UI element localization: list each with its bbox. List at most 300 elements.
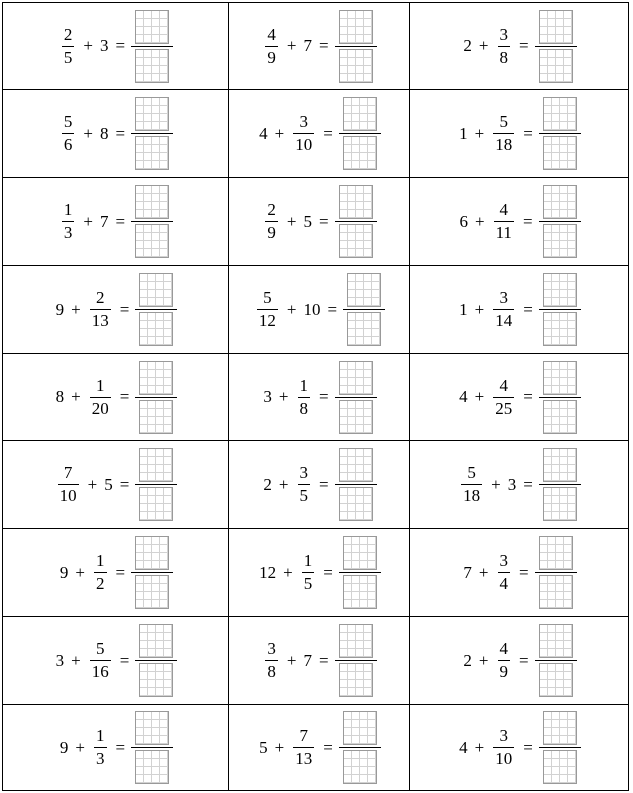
answer-denominator-grid[interactable] xyxy=(135,575,169,609)
equals-sign: = xyxy=(519,36,529,55)
fraction-bar xyxy=(265,660,278,661)
plus-sign: + xyxy=(478,562,489,582)
answer-numerator-grid[interactable] xyxy=(543,97,577,131)
equals-sign: = xyxy=(523,474,533,494)
answer-numerator-grid[interactable] xyxy=(135,185,169,219)
plus-sign: + xyxy=(478,36,489,55)
equals-sign: = xyxy=(519,562,529,582)
fraction xyxy=(293,726,314,769)
plus-sign: + xyxy=(83,36,93,55)
fraction-bar xyxy=(293,133,314,134)
problem-cell xyxy=(3,266,229,354)
denominator: 18 xyxy=(495,135,513,154)
answer-fraction-box xyxy=(131,97,173,170)
fraction-bar xyxy=(94,572,107,573)
answer-fraction-bar xyxy=(131,133,173,134)
answer-numerator-grid[interactable] xyxy=(339,361,373,395)
whole-number: 3 xyxy=(263,387,272,406)
answer-numerator-grid[interactable] xyxy=(539,10,573,44)
denominator: 16 xyxy=(91,662,109,681)
problem-cell xyxy=(229,178,410,266)
problem-expression xyxy=(229,354,409,440)
fraction xyxy=(62,112,75,155)
answer-denominator-grid[interactable] xyxy=(339,663,373,697)
fraction xyxy=(257,288,278,331)
numerator: 2 xyxy=(96,288,105,307)
worksheet-table xyxy=(2,2,629,791)
fraction-bar xyxy=(493,309,514,310)
denominator: 13 xyxy=(295,749,313,768)
fraction-bar xyxy=(493,747,514,748)
plus-sign: + xyxy=(87,474,98,494)
answer-fraction-bar xyxy=(535,572,577,573)
answer-fraction-bar xyxy=(343,309,385,310)
answer-denominator-grid[interactable] xyxy=(139,312,173,346)
answer-denominator-grid[interactable] xyxy=(139,487,173,521)
answer-fraction-box xyxy=(339,711,381,784)
denominator: 4 xyxy=(499,574,508,593)
answer-fraction-bar xyxy=(135,484,177,485)
plus-sign: + xyxy=(278,387,289,406)
fraction xyxy=(94,551,107,594)
fraction xyxy=(293,112,314,155)
answer-numerator-grid[interactable] xyxy=(135,536,169,570)
answer-fraction-box xyxy=(339,536,381,609)
plus-sign: + xyxy=(283,562,293,582)
fraction xyxy=(498,25,511,68)
answer-denominator-grid[interactable] xyxy=(543,312,577,346)
answer-denominator-grid[interactable] xyxy=(347,312,381,346)
fraction xyxy=(90,376,111,419)
answer-numerator-grid[interactable] xyxy=(543,711,577,745)
answer-denominator-grid[interactable] xyxy=(339,487,373,521)
answer-fraction-box xyxy=(135,624,177,697)
denominator: 9 xyxy=(267,223,276,242)
answer-numerator-grid[interactable] xyxy=(543,273,577,307)
whole-number: 5 xyxy=(259,737,268,757)
answer-denominator-grid[interactable] xyxy=(339,49,373,83)
problem-cell xyxy=(410,441,628,529)
fraction xyxy=(461,463,482,506)
whole-number: 5 xyxy=(303,211,312,231)
problem-expression xyxy=(3,354,228,440)
answer-denominator-grid[interactable] xyxy=(135,224,169,258)
answer-fraction-box xyxy=(335,624,377,697)
plus-sign: + xyxy=(478,650,489,670)
fraction-bar xyxy=(302,572,315,573)
plus-sign: + xyxy=(286,650,297,670)
equals-sign: = xyxy=(522,211,533,231)
answer-fraction-bar xyxy=(131,221,173,222)
answer-fraction-bar xyxy=(539,221,581,222)
answer-fraction-box xyxy=(539,711,581,784)
fraction xyxy=(493,376,514,419)
problem-cell xyxy=(229,90,410,178)
problem-cell xyxy=(410,617,628,705)
answer-numerator-grid[interactable] xyxy=(339,10,373,44)
answer-fraction-bar xyxy=(539,747,581,748)
equals-sign: = xyxy=(115,211,126,231)
problem-cell xyxy=(3,617,229,705)
answer-fraction-bar xyxy=(339,747,381,748)
fraction-bar xyxy=(461,484,482,485)
answer-fraction-box xyxy=(135,361,177,434)
answer-numerator-grid[interactable] xyxy=(339,448,373,482)
answer-denominator-grid[interactable] xyxy=(543,400,577,434)
numerator: 2 xyxy=(63,24,73,44)
fraction-bar xyxy=(90,660,111,661)
problem-cell xyxy=(229,441,410,529)
numerator: 3 xyxy=(267,639,276,658)
denominator: 13 xyxy=(91,311,109,330)
plus-sign: + xyxy=(83,123,93,143)
plus-sign: + xyxy=(75,737,85,757)
answer-fraction-box xyxy=(535,536,577,609)
answer-numerator-grid[interactable] xyxy=(543,185,577,219)
fraction-bar xyxy=(498,660,511,661)
denominator: 10 xyxy=(295,135,313,154)
answer-fraction-box xyxy=(339,97,381,170)
fraction-bar xyxy=(265,46,278,47)
whole-number: 2 xyxy=(263,474,272,494)
answer-denominator-grid[interactable] xyxy=(139,663,173,697)
answer-fraction-box xyxy=(135,273,177,346)
answer-fraction-box xyxy=(131,536,173,609)
whole-number: 6 xyxy=(459,211,468,231)
answer-fraction-box xyxy=(539,273,581,346)
equals-sign: = xyxy=(119,650,130,670)
numerator: 4 xyxy=(499,375,508,395)
answer-denominator-grid[interactable] xyxy=(339,224,373,258)
problem-cell xyxy=(3,3,229,90)
denominator: 8 xyxy=(267,662,276,681)
fraction xyxy=(58,463,79,506)
plus-sign: + xyxy=(75,562,85,582)
problem-expression xyxy=(410,90,628,177)
problem-expression xyxy=(3,705,228,790)
whole-number: 7 xyxy=(463,562,472,582)
plus-sign: + xyxy=(474,299,485,319)
fraction-bar xyxy=(62,133,75,134)
problem-expression xyxy=(410,178,628,265)
denominator: 20 xyxy=(91,398,109,418)
plus-sign: + xyxy=(491,474,501,494)
equals-sign: = xyxy=(523,299,533,319)
fraction-bar xyxy=(94,747,107,748)
whole-number: 1 xyxy=(459,123,468,143)
fraction xyxy=(493,288,514,331)
answer-numerator-grid[interactable] xyxy=(343,536,377,570)
problem-expression xyxy=(229,178,409,265)
plus-sign: + xyxy=(71,299,81,319)
answer-fraction-box xyxy=(131,10,173,83)
answer-fraction-bar xyxy=(335,397,377,398)
denominator: 6 xyxy=(63,135,73,154)
equals-sign: = xyxy=(115,36,126,55)
equals-sign: = xyxy=(119,299,130,319)
answer-numerator-grid[interactable] xyxy=(539,624,573,658)
problem-expression xyxy=(3,441,228,528)
problem-expression xyxy=(229,266,409,353)
answer-fraction-box xyxy=(535,624,577,697)
answer-numerator-grid[interactable] xyxy=(135,97,169,131)
problem-expression xyxy=(410,529,628,616)
fraction-bar xyxy=(265,221,278,222)
numerator: 1 xyxy=(96,375,105,395)
answer-denominator-grid[interactable] xyxy=(539,575,573,609)
denominator: 5 xyxy=(303,574,313,593)
answer-fraction-bar xyxy=(135,660,177,661)
answer-fraction-box xyxy=(539,185,581,258)
answer-numerator-grid[interactable] xyxy=(339,624,373,658)
answer-denominator-grid[interactable] xyxy=(543,750,577,784)
numerator: 3 xyxy=(299,112,308,131)
problem-cell xyxy=(229,354,410,441)
problem-expression xyxy=(410,3,628,89)
problem-expression xyxy=(3,3,228,89)
numerator: 4 xyxy=(267,24,276,44)
answer-numerator-grid[interactable] xyxy=(339,185,373,219)
answer-numerator-grid[interactable] xyxy=(543,361,577,395)
equals-sign: = xyxy=(519,650,529,670)
plus-sign: + xyxy=(474,123,485,143)
answer-fraction-bar xyxy=(339,133,381,134)
problem-cell xyxy=(410,705,628,790)
denominator: 3 xyxy=(96,749,105,768)
answer-numerator-grid[interactable] xyxy=(135,711,169,745)
answer-fraction-bar xyxy=(539,397,581,398)
problem-expression xyxy=(229,3,409,89)
equals-sign: = xyxy=(115,123,126,143)
problem-cell xyxy=(3,90,229,178)
fraction xyxy=(494,200,514,243)
numerator: 3 xyxy=(499,24,508,44)
answer-denominator-grid[interactable] xyxy=(135,136,169,170)
denominator: 9 xyxy=(267,47,276,67)
plus-sign: + xyxy=(71,650,81,670)
answer-denominator-grid[interactable] xyxy=(539,663,573,697)
fraction-bar xyxy=(62,46,75,47)
fraction-bar xyxy=(298,484,311,485)
numerator: 1 xyxy=(96,726,105,745)
answer-fraction-box xyxy=(131,185,173,258)
problem-expression xyxy=(3,266,228,353)
numerator: 5 xyxy=(96,639,105,658)
answer-fraction-bar xyxy=(135,309,177,310)
fraction xyxy=(62,200,75,243)
fraction xyxy=(498,639,511,682)
fraction-bar xyxy=(90,397,111,398)
answer-fraction-bar xyxy=(539,133,581,134)
equals-sign: = xyxy=(323,737,333,757)
answer-denominator-grid[interactable] xyxy=(343,136,377,170)
denominator: 8 xyxy=(499,47,508,67)
answer-fraction-bar xyxy=(131,747,173,748)
problem-expression xyxy=(3,90,228,177)
numerator: 1 xyxy=(96,551,105,570)
numerator: 5 xyxy=(63,112,73,131)
equals-sign: = xyxy=(115,737,126,757)
answer-denominator-grid[interactable] xyxy=(339,400,373,434)
plus-sign: + xyxy=(286,36,297,55)
numerator: 2 xyxy=(267,200,276,219)
numerator: 3 xyxy=(299,463,308,482)
problem-expression xyxy=(410,705,628,790)
equals-sign: = xyxy=(319,36,329,55)
fraction-bar xyxy=(493,133,514,134)
numerator: 5 xyxy=(499,112,508,131)
denominator: 10 xyxy=(59,486,77,505)
answer-numerator-grid[interactable] xyxy=(343,97,377,131)
fraction xyxy=(302,551,315,594)
equals-sign: = xyxy=(319,211,329,231)
answer-denominator-grid[interactable] xyxy=(543,224,577,258)
answer-fraction-bar xyxy=(335,221,377,222)
numerator: 1 xyxy=(299,375,308,395)
equals-sign: = xyxy=(523,387,533,406)
answer-fraction-box xyxy=(535,10,577,83)
problem-expression xyxy=(3,617,228,704)
answer-fraction-bar xyxy=(539,484,581,485)
answer-denominator-grid[interactable] xyxy=(543,136,577,170)
fraction-bar xyxy=(293,747,314,748)
answer-numerator-grid[interactable] xyxy=(543,448,577,482)
answer-numerator-grid[interactable] xyxy=(135,10,169,44)
plus-sign: + xyxy=(286,299,297,319)
answer-denominator-grid[interactable] xyxy=(539,49,573,83)
problem-expression xyxy=(410,354,628,440)
answer-numerator-grid[interactable] xyxy=(139,448,173,482)
fraction xyxy=(265,639,278,682)
answer-denominator-grid[interactable] xyxy=(543,487,577,521)
problem-expression xyxy=(3,178,228,265)
whole-number: 2 xyxy=(463,36,472,55)
fraction-bar xyxy=(493,397,514,398)
numerator: 5 xyxy=(467,463,476,482)
fraction-bar xyxy=(257,309,278,310)
denominator: 2 xyxy=(96,574,105,593)
whole-number: 4 xyxy=(459,737,468,757)
problem-cell xyxy=(410,178,628,266)
equals-sign: = xyxy=(115,562,126,582)
answer-numerator-grid[interactable] xyxy=(347,273,381,307)
answer-fraction-bar xyxy=(135,397,177,398)
problem-cell xyxy=(410,354,628,441)
problem-cell xyxy=(229,3,410,90)
whole-number: 4 xyxy=(459,387,468,406)
denominator: 10 xyxy=(495,749,513,768)
problem-cell xyxy=(229,529,410,617)
answer-fraction-box xyxy=(335,448,377,521)
numerator: 5 xyxy=(263,288,272,307)
problem-expression xyxy=(229,529,409,616)
numerator: 4 xyxy=(499,200,508,219)
answer-fraction-bar xyxy=(539,309,581,310)
problem-cell xyxy=(3,529,229,617)
answer-fraction-box xyxy=(343,273,385,346)
numerator: 7 xyxy=(299,726,308,745)
problem-cell xyxy=(3,178,229,266)
answer-fraction-box xyxy=(135,448,177,521)
fraction xyxy=(90,288,111,331)
equals-sign: = xyxy=(327,299,338,319)
fraction xyxy=(265,25,278,68)
answer-denominator-grid[interactable] xyxy=(135,750,169,784)
problem-cell xyxy=(410,3,628,90)
problem-expression xyxy=(410,266,628,353)
fraction xyxy=(298,376,311,419)
fraction xyxy=(94,726,107,769)
problem-cell xyxy=(3,705,229,790)
answer-numerator-grid[interactable] xyxy=(539,536,573,570)
problem-cell xyxy=(229,617,410,705)
problem-cell xyxy=(3,354,229,441)
problem-cell xyxy=(410,529,628,617)
answer-denominator-grid[interactable] xyxy=(135,49,169,83)
plus-sign: + xyxy=(278,474,289,494)
plus-sign: + xyxy=(274,737,285,757)
answer-fraction-box xyxy=(539,97,581,170)
problem-expression xyxy=(229,617,409,704)
equals-sign: = xyxy=(319,650,329,670)
denominator: 12 xyxy=(258,311,276,330)
whole-number: 9 xyxy=(59,562,69,582)
fraction xyxy=(493,112,514,155)
numerator: 3 xyxy=(499,551,508,570)
answer-denominator-grid[interactable] xyxy=(139,400,173,434)
fraction-bar xyxy=(498,46,511,47)
numerator: 1 xyxy=(63,200,73,219)
numerator: 1 xyxy=(303,551,313,570)
fraction-bar xyxy=(298,397,311,398)
equals-sign: = xyxy=(319,474,329,494)
problem-expression xyxy=(3,529,228,616)
answer-numerator-grid[interactable] xyxy=(139,624,173,658)
equals-sign: = xyxy=(319,387,329,406)
whole-number: 10 xyxy=(303,299,321,319)
fraction xyxy=(298,463,311,506)
answer-denominator-grid[interactable] xyxy=(343,575,377,609)
fraction xyxy=(62,25,75,68)
answer-fraction-box xyxy=(335,361,377,434)
answer-fraction-bar xyxy=(131,572,173,573)
plus-sign: + xyxy=(83,211,93,231)
whole-number: 2 xyxy=(463,650,472,670)
answer-numerator-grid[interactable] xyxy=(139,273,173,307)
whole-number: 8 xyxy=(100,123,109,143)
answer-denominator-grid[interactable] xyxy=(343,750,377,784)
answer-fraction-box xyxy=(335,10,377,83)
problem-expression xyxy=(410,441,628,528)
fraction-bar xyxy=(498,572,511,573)
plus-sign: + xyxy=(474,387,485,406)
answer-fraction-bar xyxy=(339,572,381,573)
problem-expression xyxy=(229,90,409,177)
answer-fraction-bar xyxy=(535,660,577,661)
whole-number: 7 xyxy=(303,36,312,55)
problem-expression xyxy=(410,617,628,704)
answer-numerator-grid[interactable] xyxy=(343,711,377,745)
answer-numerator-grid[interactable] xyxy=(139,361,173,395)
plus-sign: + xyxy=(71,387,81,406)
denominator: 18 xyxy=(463,486,481,505)
answer-fraction-box xyxy=(335,185,377,258)
fraction-bar xyxy=(62,221,75,222)
problem-cell xyxy=(3,441,229,529)
whole-number: 9 xyxy=(55,299,65,319)
fraction xyxy=(493,726,514,769)
whole-number: 5 xyxy=(104,474,113,494)
